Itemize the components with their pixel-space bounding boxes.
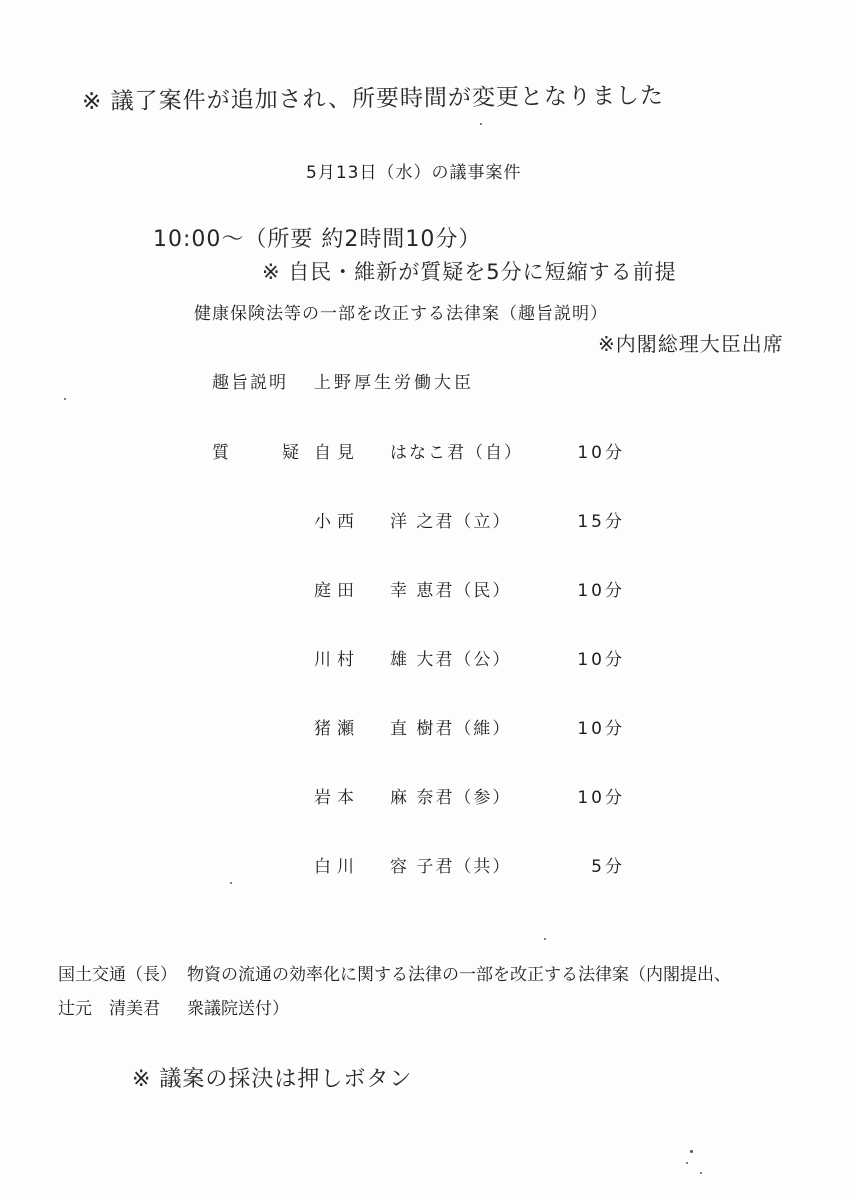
handwritten-note-bottom: ※ 議案の採決は押しボタン — [132, 1067, 413, 1092]
scan-speck — [480, 123, 482, 125]
speaker-given-party: 麻 奈君（参） — [390, 788, 512, 808]
speaker-given-party: はなこ君（自） — [390, 443, 523, 463]
speaker-time: 10分 — [577, 650, 625, 670]
scan-speck — [544, 938, 546, 940]
scan-speck — [686, 1162, 688, 1164]
speaker-row — [0, 783, 849, 807]
explanation-minister: 上野厚生労働大臣 — [314, 373, 474, 393]
speaker-given-party: 雄 大君（公） — [390, 650, 512, 670]
speaker-row — [0, 438, 849, 462]
speaker-row — [0, 645, 849, 669]
scan-speck — [230, 882, 232, 884]
scan-speck — [690, 1150, 693, 1153]
speaker-time: 10分 — [577, 788, 625, 808]
speaker-given-party: 幸 恵君（民） — [390, 581, 512, 601]
speaker-surname: 猪瀬 — [314, 719, 360, 739]
speaker-row — [0, 576, 849, 600]
speaker-time: 5分 — [591, 857, 625, 877]
handwritten-note-pm: ※内閣総理大臣出席 — [598, 332, 784, 356]
speaker-given-party: 直 樹君（維） — [390, 719, 512, 739]
scan-speck — [700, 1172, 702, 1174]
speaker-row — [0, 714, 849, 738]
handwritten-note-time: 10:00～（所要 約2時間10分） — [153, 227, 482, 252]
explanation-label: 趣旨説明 — [212, 373, 288, 393]
speaker-row — [0, 507, 849, 531]
handwritten-note-top: ※ 議了案件が追加され、所要時間が変更となりました — [81, 82, 665, 116]
speaker-surname: 小西 — [314, 512, 360, 532]
speaker-time: 10分 — [577, 581, 625, 601]
bill2-committee: 国土交通（長） — [58, 965, 177, 985]
speaker-surname: 白川 — [314, 857, 360, 877]
speaker-given-party: 洋 之君（立） — [390, 512, 512, 532]
bill2-title-line2: 衆議院送付） — [187, 999, 289, 1019]
bill1-title: 健康保険法等の一部を改正する法律案（趣旨説明） — [194, 304, 608, 324]
bill2-title-line1: 物資の流通の効率化に関する法律の一部を改正する法律案（内閣提出、 — [187, 965, 731, 985]
handwritten-note-premise: ※ 自民・維新が質疑を5分に短縮する前提 — [262, 260, 677, 284]
speaker-time: 10分 — [577, 443, 625, 463]
agenda-title: 5月13日（水）の議事案件 — [306, 163, 522, 183]
questions-label: 質 疑 — [212, 443, 317, 463]
speaker-surname: 庭田 — [314, 581, 360, 601]
speaker-time: 15分 — [577, 512, 625, 532]
speaker-surname: 川村 — [314, 650, 360, 670]
scan-speck — [64, 398, 66, 400]
speaker-surname: 自見 — [314, 443, 360, 463]
speaker-given-party: 容 子君（共） — [390, 857, 512, 877]
speaker-row — [0, 852, 849, 876]
bill2-chair: 辻元 清美君 — [58, 999, 160, 1019]
speaker-surname: 岩本 — [314, 788, 360, 808]
speaker-time: 10分 — [577, 719, 625, 739]
